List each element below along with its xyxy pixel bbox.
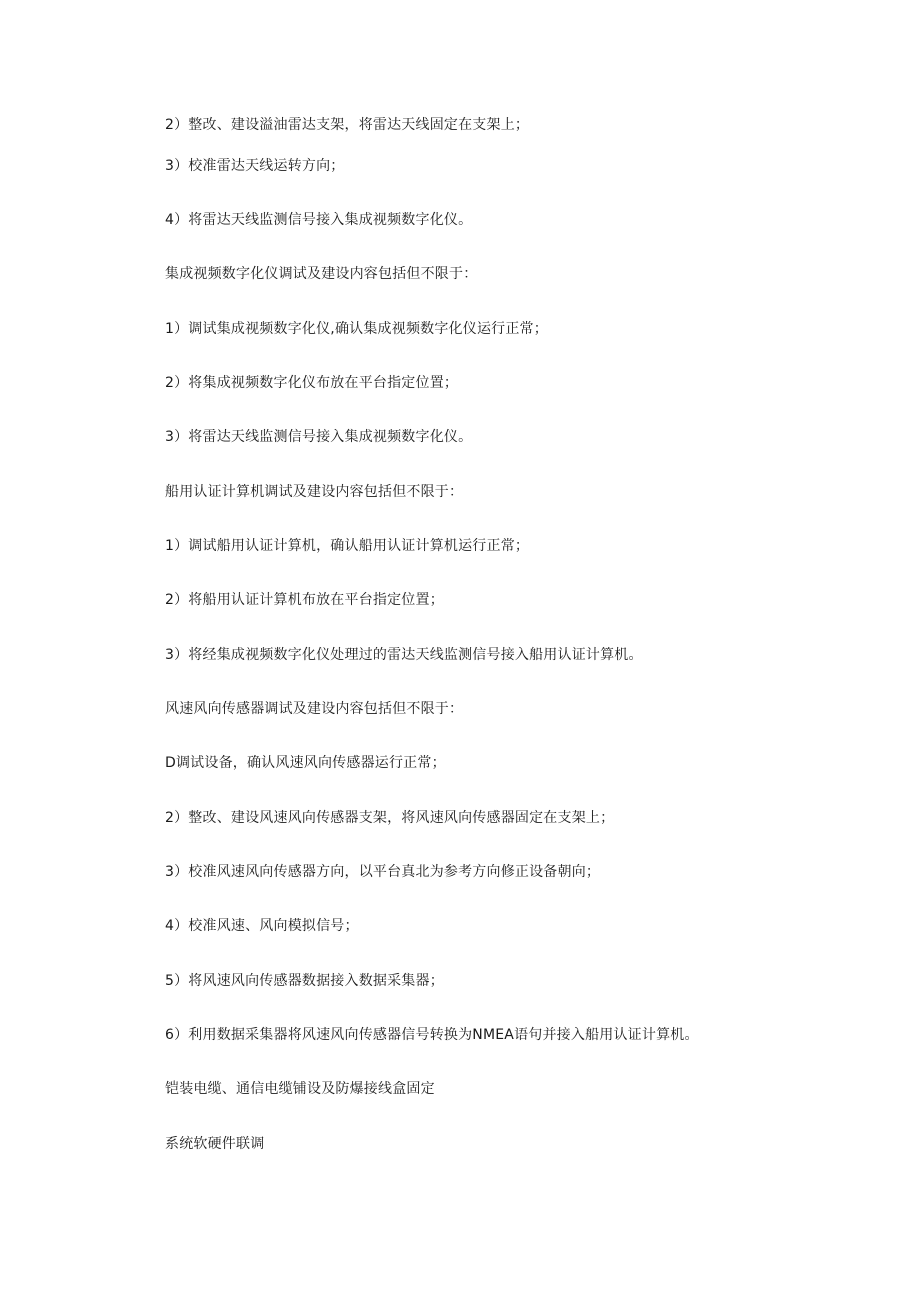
section-heading-system-integration: 系统软硬件联调 <box>165 1136 265 1152</box>
paragraph-digitizer-signal: 3）将雷达天线监测信号接入集成视频数字化仪。 <box>165 429 473 445</box>
paragraph-computer-debug: 1）调试船用认证计算机，确认船用认证计算机运行正常； <box>165 538 530 554</box>
paragraph-wind-direction: 3）校准风速风向传感器方向，以平台真北为参考方向修正设备朝向； <box>165 864 601 880</box>
paragraph-digitizer-placement: 2）将集成视频数字化仪布放在平台指定位置； <box>165 375 459 391</box>
paragraph-digitizer-debug: 1）调试集成视频数字化仪,确认集成视频数字化仪运行正常； <box>165 321 548 337</box>
section-heading-marine-computer: 船用认证计算机调试及建设内容包括但不限于： <box>165 484 464 500</box>
paragraph-wind-nmea: 6）利用数据采集器将风速风向传感器信号转换为NMEA语句并接入船用认证计算机。 <box>165 1027 699 1043</box>
paragraph-computer-signal: 3）将经集成视频数字化仪处理过的雷达天线监测信号接入船用认证计算机。 <box>165 647 643 663</box>
paragraph-radar-calibration: 3）校准雷达天线运转方向； <box>165 158 345 174</box>
paragraph-wind-analog: 4）校准风速、风向模拟信号； <box>165 918 359 934</box>
paragraph-computer-placement: 2）将船用认证计算机布放在平台指定位置； <box>165 592 444 608</box>
section-heading-cabling: 铠装电缆、通信电缆铺设及防爆接线盒固定 <box>165 1081 435 1097</box>
section-heading-wind-sensor: 风速风向传感器调试及建设内容包括但不限于： <box>165 701 464 717</box>
paragraph-wind-bracket: 2）整改、建设风速风向传感器支架，将风速风向传感器固定在支架上； <box>165 810 615 826</box>
section-heading-video-digitizer: 集成视频数字化仪调试及建设内容包括但不限于： <box>165 266 478 282</box>
paragraph-radar-signal: 4）将雷达天线监测信号接入集成视频数字化仪。 <box>165 212 473 228</box>
paragraph-wind-collector: 5）将风速风向传感器数据接入数据采集器； <box>165 973 444 989</box>
paragraph-radar-bracket: 2）整改、建设溢油雷达支架，将雷达天线固定在支架上； <box>165 117 530 133</box>
paragraph-wind-debug: D调试设备，确认风速风向传感器运行正常； <box>165 755 446 771</box>
